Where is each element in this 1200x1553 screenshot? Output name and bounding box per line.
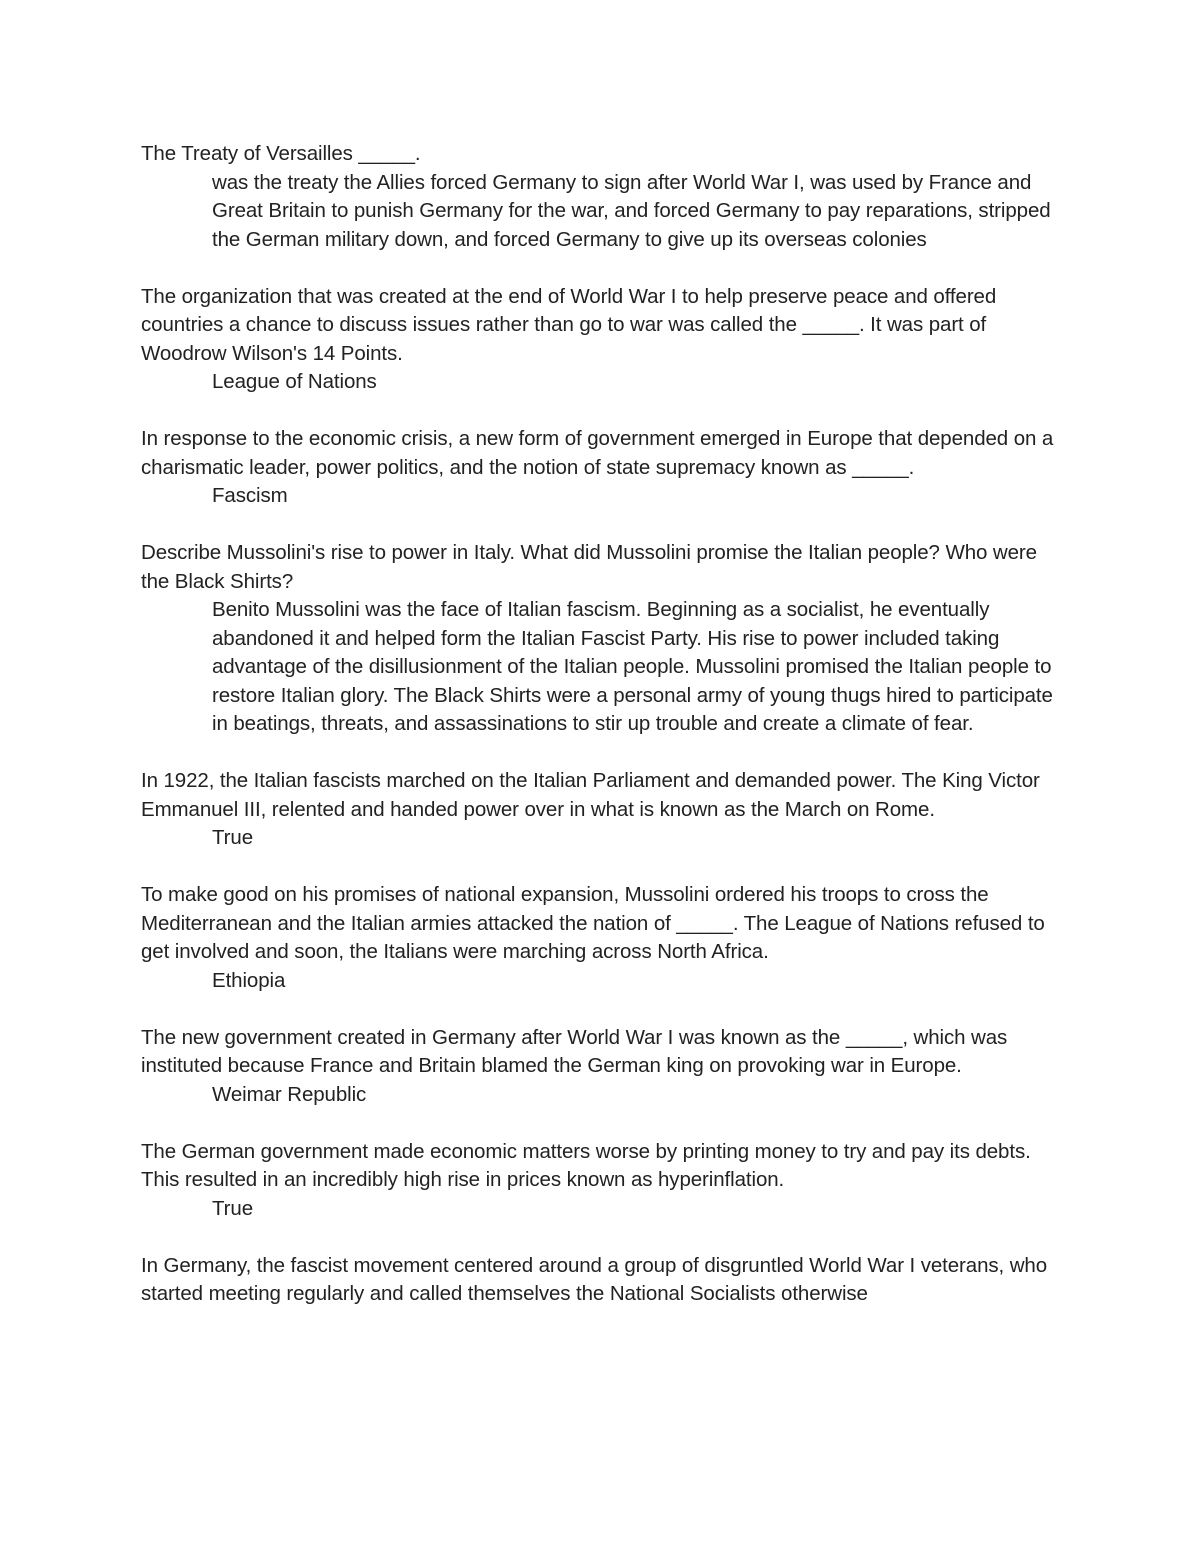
answer-text: Benito Mussolini was the face of Italian fascism. Beginning as a socialist, he eventually abandoned it and helped form the Italian Fascist Party. His rise to power included taking advantage of the disillusionment of the Italian people. Mussolini promised the Italian people to restore Italian glory. The Black Shirts were a personal army of young thugs hired to participate in beatings, threats, and assassinations to stir up trouble and create a climate of fear. [212, 598, 1059, 735]
answer-text: Ethiopia [212, 968, 286, 992]
qa-item [141, 539, 1066, 739]
qa-item [141, 767, 1066, 853]
qa-item [141, 140, 1066, 254]
question-text: In Germany, the fascist movement centered around a group of disgruntled World War I veterans, who started meeting regularly and called themselves the National Socialists otherwise [141, 1253, 1053, 1305]
answer-text: was the treaty the Allies forced Germany to sign after World War I, was used by France and Great Britain to punish Germany for the war, and forced Germany to pay reparations, stripped the German military down, and forced Germany to give up its overseas colonies [212, 170, 1057, 251]
answer-text: Weimar Republic [212, 1082, 367, 1106]
question-text: The German government made economic matters worse by printing money to try and pay its debts. This resulted in an incredibly high rise in prices known as hyperinflation. [141, 1139, 1036, 1191]
answer-text: League of Nations [212, 370, 377, 393]
answer-text: Fascism [212, 484, 288, 507]
question-text: The organization that was created at the end of World War I to help preserve peace and offered countries a chance to discuss issues rather than go to war was called the _____. It was part of Woodrow Wilson's 14 Points. [141, 284, 1002, 365]
qa-item [141, 1024, 1066, 1110]
question-text: Describe Mussolini's rise to power in Italy. What did Mussolini promise the Italian people? Who were the Black Shirts? [141, 541, 1043, 593]
answer-text: True [212, 1196, 253, 1220]
qa-item [141, 881, 1066, 995]
question-text: In response to the economic crisis, a new form of government emerged in Europe that depended on a charismatic leader, power politics, and the notion of state supremacy known as _____. [141, 427, 1059, 479]
answer-text: True [212, 826, 253, 849]
question-text: The Treaty of Versailles _____. [141, 142, 421, 165]
qa-item [141, 425, 1066, 511]
qa-item [141, 1252, 1066, 1309]
question-text: In 1922, the Italian fascists marched on the Italian Parliament and demanded power. The King Victor Emmanuel III, relented and handed power over in what is known as the March on Rome. [141, 769, 1046, 821]
question-text: The new government created in Germany after World War I was known as the _____, which was instituted because France and Britain blamed the German king on provoking war in Europe. [141, 1025, 1013, 1077]
document-body [141, 140, 1066, 1337]
qa-item [141, 283, 1066, 397]
question-text: To make good on his promises of national expansion, Mussolini ordered his troops to cross the Mediterranean and the Italian armies attacked the nation of _____. The League of Nations refused to get involved and soon, the Italians were marching across North Africa. [141, 883, 1051, 963]
qa-item [141, 1138, 1066, 1224]
